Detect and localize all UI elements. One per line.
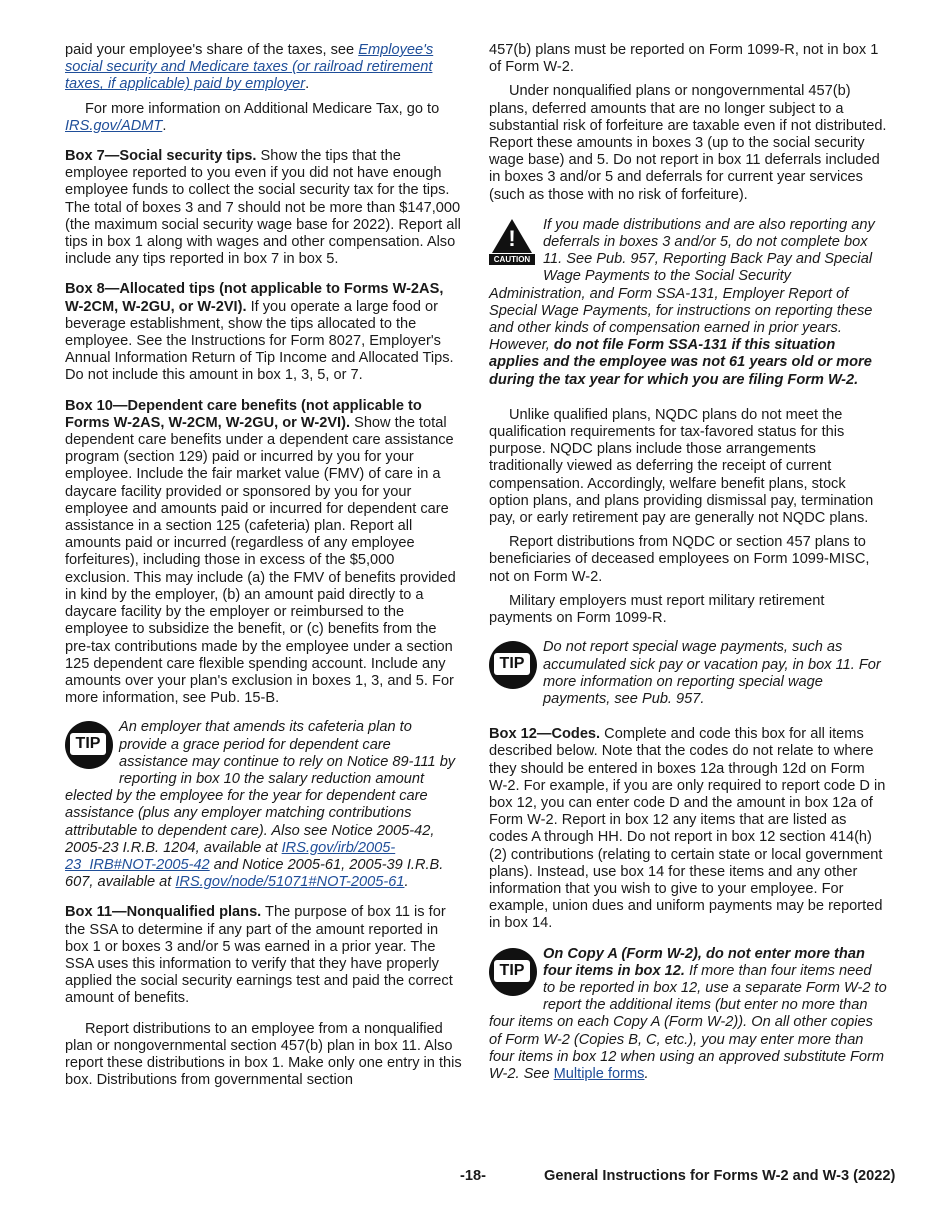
paragraph-employee-share: paid your employee's share of the taxes, see Employee's social security and Medicare taxes (or railroad retirement taxes, if applicable) paid by employer. (65, 42, 434, 93)
box12-heading: Box 12—Codes. (489, 726, 601, 743)
employee-taxes-paid-link[interactable]: Employee's social security and Medicare taxes (or railroad retirement taxes, if applicable) paid by employer (65, 42, 434, 93)
box12-body: Complete and code this box for all items described below. Note that the codes do not relate to where they should be entered in boxes 12a through 12d on Form W-2. For example, if you are only required to report code D in box 12, you can enter code D and the amount in box 12a of Form W-2. Report in box 12 any items that are listed as codes A through HH. Do not report in box 12 section 414(h)(2) contributions (relating to certain state or local government plans). Instead, use box 14 for these items and any other information that you wish to give to your employee. For example, union dues and uniform payments may be reported in box 14. (489, 726, 886, 932)
box12-section (489, 726, 887, 932)
caution-note-distributions: ! CAUTION If you made distributions and are also reporting any deferrals in boxes 3 and/or 5, do not complete box 11. See Pub. 957, Reporting Back Pay and Special Wage Payments to the Social Security Administration, and Form SSA-131, Employer Report of Special Wage Payments, for instructions on reporting these and other kinds of compensation earned in prior years. However, do not file Form SSA-131 if this situation applies and the employee was not 61 years old or more during the tax year for which you are filing Form W-2. (489, 216, 875, 388)
box8-heading: Box 8—Allocated tips (not applicable to Forms W-2AS, W-2CM, W-2GU, or W-2VI). (65, 281, 444, 315)
tip-note-special-wage: TIP Do not report special wage payments, such as accumulated sick pay or vacation pay, in box 11. For more information on reporting special wage payments, see Pub. 957. (489, 639, 887, 708)
box7-section (65, 148, 463, 268)
tip-icon: TIP (65, 721, 113, 769)
box10-section (65, 398, 463, 708)
box8-body: If you operate a large food or beverage establishment, show the tips allocated to the employee. See the Instructions for Form 8027, Employer's Annual Information Return of Tip Income and Allocated Tips. Do not include this amount in box 1, 3, 5, or 7. (65, 298, 454, 384)
page-number: -18- (460, 1168, 486, 1184)
paragraph-additional-medicare: For more information on Additional Medicare Tax, go to IRS.gov/ADMT. (65, 100, 440, 134)
caution-icon: ! CAUTION (489, 219, 537, 267)
paragraph-report-distributions: Report distributions to an employee from a nonqualified plan or nongovernmental section 457(b) plan in box 11. Also report these distributions in box 1. Make only one entry in this box. Distributions from governmental section (65, 1020, 462, 1089)
box10-body: Show the total dependent care benefits under a dependent care assistance program (section 129) paid or incurred by you for your employee. Include the fair market value (FMV) of care in a daycare facility provided or sponsored by you for your employee and amounts paid or incurred for dependent care assistance in a section 125 (cafeteria) plan. Report all amounts paid or incurred (regardless of any employee forfeitures), including those in excess of the $5,000 exclusion. This may include (a) the FMV of benefits provided in kind by the employer, (b) an amount paid directly to a daycare facility by the employer or reimbursed to the employee to subsidize the benefit, or (c) benefits from the pre-tax contributions made by the employee under a section 125 dependent care flexible spending account. Include any amounts over your plan's exclusion in boxes 1, 3, and 5. For more information, see Pub. 15-B. (65, 414, 456, 707)
paragraph-nqdc-plans: Unlike qualified plans, NQDC plans do not meet the qualification requirements for tax-favored status for this purpose. NQDC plans include those arrangements traditionally viewed as deferring the receipt of current compensation. Accordingly, welfare benefit plans, stock option plans, and plans providing dismissal pay, termination pay, or early retirement pay are generally not NQDC plans. (489, 406, 874, 527)
right-column (489, 42, 887, 1096)
box11-heading: Box 11—Nonqualified plans. (65, 904, 262, 921)
box11-body: The purpose of box 11 is for the SSA to determine if any part of the amount reported in box 1 or boxes 3 and/or 5 was earned in a prior year. The SSA uses this information to verify that they have properly applied the social security earnings test and paid the correct amount of benefits. (65, 904, 453, 1007)
footer-title: General Instructions for Forms W-2 and W-3 (2022) (544, 1168, 896, 1184)
paragraph-nonqualified-plans: Under nonqualified plans or nongovernmental 457(b) plans, deferred amounts that are no longer subject to a substantial risk of forfeiture are taxable even if not distributed. Report these amounts in boxes 3 (up to the social security wage base) and 5. Do not report in box 11 deferrals included in boxes 3 and/or 5 and deferrals for current year services (such as those with no risk of forfeiture). (489, 83, 887, 203)
notice-2005-42-link[interactable]: IRS.gov/irb/2005-23_IRB#NOT-2005-42 (65, 839, 396, 873)
paragraph-military-employers: Military employers must report military retirement payments on Form 1099-R. (489, 592, 825, 627)
multiple-forms-link[interactable]: Multiple forms (553, 1065, 645, 1082)
tip-icon: TIP (489, 641, 537, 689)
notice-2005-61-link[interactable]: IRS.gov/node/51071#NOT-2005-61 (175, 874, 405, 891)
box10-heading: Box 10—Dependent care benefits (not applicable to Forms W-2AS, W-2CM, W-2GU, or W-2VI). (65, 397, 422, 431)
tip-note-copy-a: TIP On Copy A (Form W-2), do not enter more than four items in box 12. If more than four items need to be reported in box 12, use a separate Form W-2 to report the additional items (but enter no more than four items on each Copy A (Form W-2)). On all other copies of Form W-2 (Copies B, C, etc.), you may enter more than four items in box 12 when using an approved substitute Form W-2. See Multiple forms. (489, 945, 887, 1082)
box8-section (65, 281, 463, 384)
tip-note-cafeteria-plan: TIP An employer that amends its cafeteria plan to provide a grace period for dependent care assistance may continue to rely on Notice 89-111 by reporting in box 10 the salary reduction amount elected by the employee for the year for dependent care assistance (plus any employer matching contributions attributable to dependent care). Also see Notice 2005-42, 2005-23 I.R.B. 1204, available at IRS.gov/irb/2005-23_IRB#NOT-2005-42 and Notice 2005-61, 2005-39 I.R.B. 607, available at IRS.gov/node/51071#NOT-2005-61. (65, 719, 456, 891)
paragraph-457b-form-1099r: 457(b) plans must be reported on Form 1099-R, not in box 1 of Form W-2. (489, 42, 879, 76)
box7-body: Show the tips that the employee reported to you even if you did not have enough employee funds to collect the social security tax for the tips. The total of boxes 3 and 7 should not be more than $147,000 (the maximum social security wage base for 2022). Report all tips in box 1 along with wages and other compensation. Also include any tips reported in box 7 in box 5. (65, 148, 461, 268)
left-column (65, 42, 463, 1096)
tip-icon: TIP (489, 948, 537, 996)
irs-admt-link[interactable]: IRS.gov/ADMT (65, 117, 163, 134)
box7-heading: Box 7—Social security tips. (65, 148, 257, 165)
paragraph-nqdc-beneficiaries: Report distributions from NQDC or section 457 plans to beneficiaries of deceased employees on Form 1099-MISC, not on Form W-2. (489, 534, 870, 585)
box11-section (65, 904, 463, 1007)
